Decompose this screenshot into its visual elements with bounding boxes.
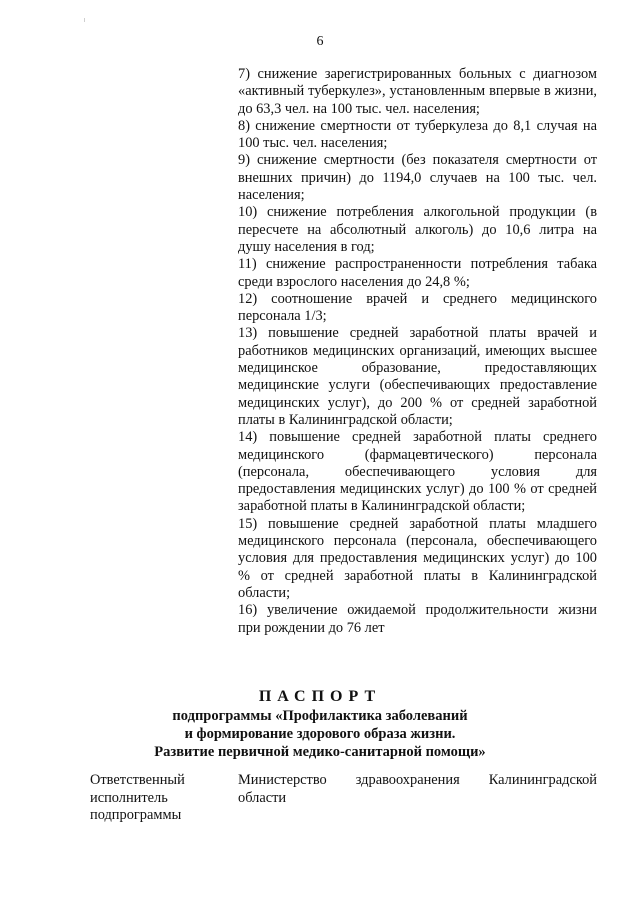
list-item: 13) повышение средней заработной платы врачей и работников медицинских организаций, имеющих высшее медицинское образование, предоставляющих медицинские услуги (обеспечивающих предоставление медицинских услуг), до 200 % от средней заработной платы в Калининградской области;: [238, 325, 597, 428]
list-item: 16) увеличение ожидаемой продолжительности жизни при рождении до 76 лет: [238, 602, 597, 636]
passport-subtitle-line: подпрограммы «Профилактика заболеваний: [172, 708, 468, 724]
passport-subtitle: [0, 707, 640, 761]
list-item: 12) соотношение врачей и среднего медицинского персонала 1/3;: [238, 290, 597, 325]
info-label-line: Ответственный: [90, 772, 185, 788]
scan-mark: [84, 18, 85, 22]
passport-heading: [0, 687, 640, 761]
list-item: 11) снижение распространенности потребления табака среди взрослого населения до 24,8 %;: [238, 256, 597, 290]
list-item: 8) снижение смертности от туберкулеза до 8,1 случая на 100 тыс. чел. населения;: [238, 117, 597, 152]
info-label: [90, 772, 225, 825]
info-label-line: подпрограммы: [90, 807, 182, 823]
info-value: Министерство здравоохранения Калининградской области: [238, 772, 597, 806]
list-item: 14) повышение средней заработной платы среднего медицинского (фармацевтического) персонала (персонала, обеспечивающего условия для предоставления медицинских услуг) до 100 % от средней заработной платы в Калининградской области;: [238, 429, 597, 515]
list-item: 9) снижение смертности (без показателя смертности от внешних причин) до 1194,0 случаев на 100 тыс. чел. населения;: [238, 152, 597, 204]
passport-subtitle-line: и формирование здорового образа жизни.: [184, 726, 456, 742]
info-label-line: исполнитель: [90, 789, 168, 806]
passport-title: ПАСПОРТ: [258, 688, 382, 705]
passport-subtitle-line: Развитие первичной медико-санитарной помощи»: [154, 744, 486, 760]
indicator-list: [238, 66, 597, 637]
page-number: 6: [316, 34, 324, 49]
list-item: 10) снижение потребления алкогольной продукции (в пересчете на абсолютный алкоголь) до 10,6 литра на душу населения в год;: [238, 204, 597, 255]
list-item: 7) снижение зарегистрированных больных с диагнозом «активный туберкулез», установленным впервые в жизни, до 63,3 чел. на 100 тыс. чел. населения;: [238, 66, 597, 117]
list-item: 15) повышение средней заработной платы младшего медицинского персонала (персонала, обеспечивающего условия для предоставления медицинских услуг) до 100 % от средней заработной платы в Калининградской области;: [238, 515, 597, 601]
